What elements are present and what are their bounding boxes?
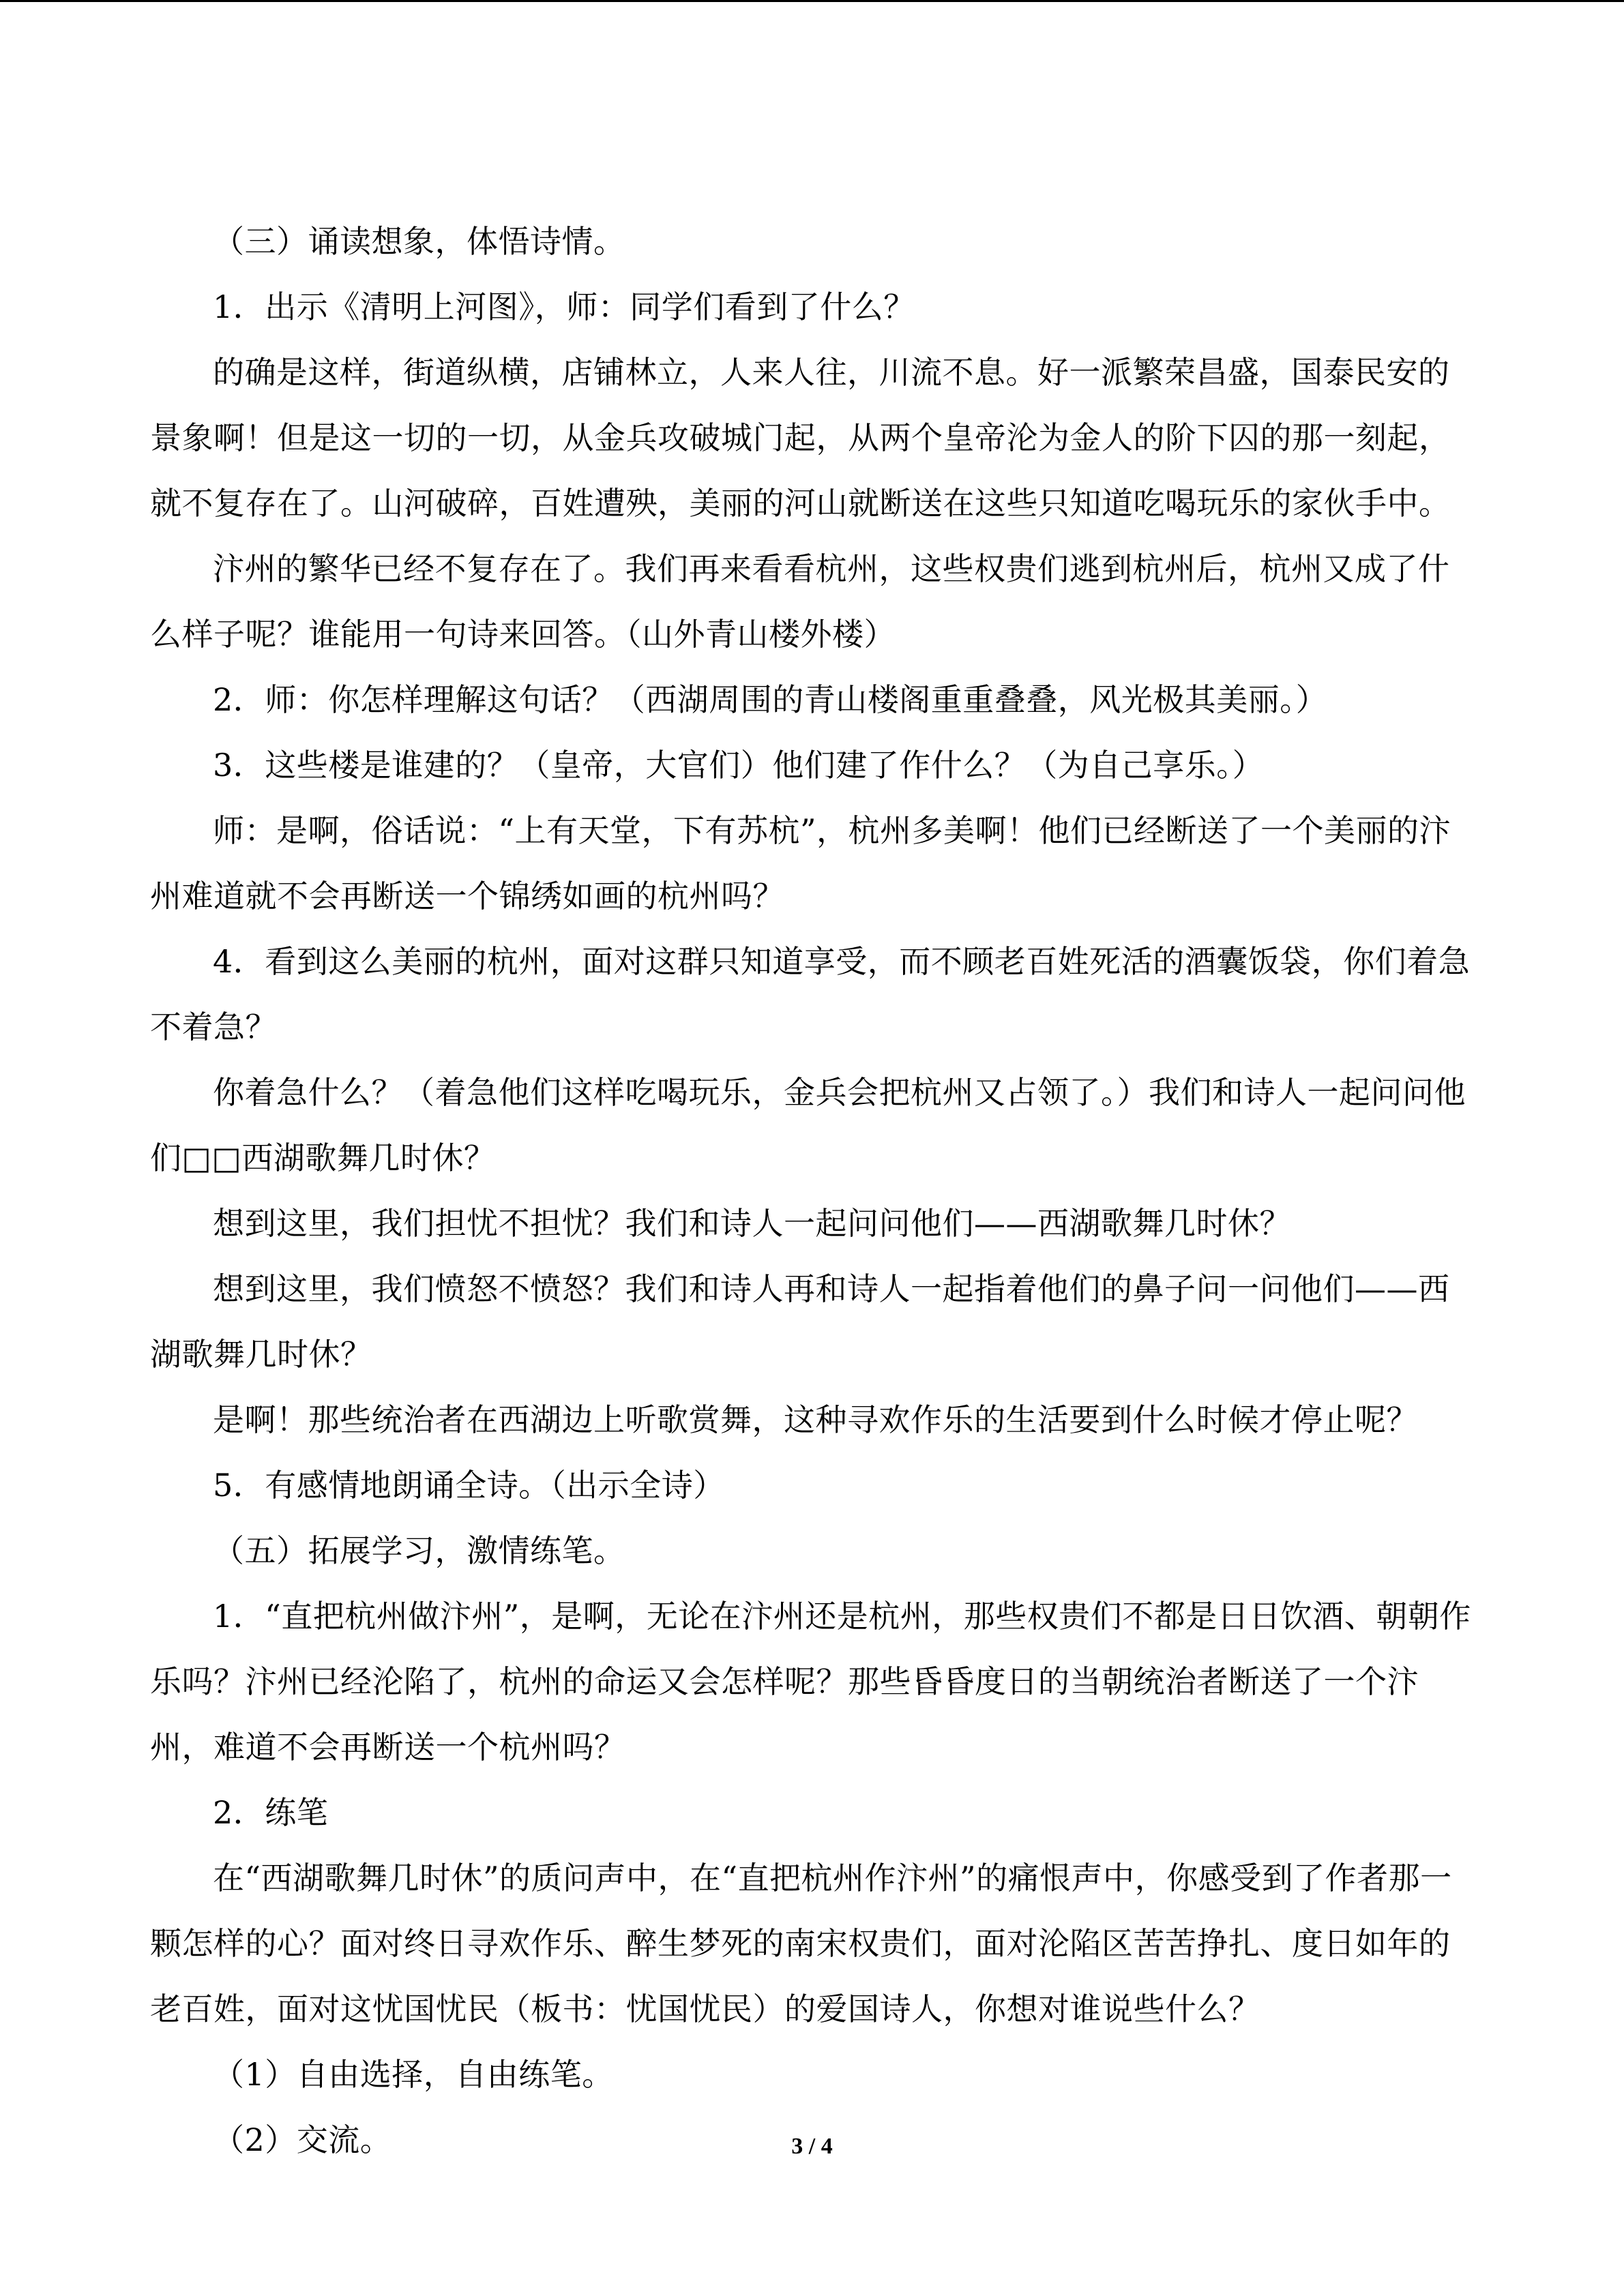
paragraph: 5．有感情地朗诵全诗。（出示全诗）: [213, 1467, 725, 1504]
paragraph: 1．“直把杭州做汴州”，是啊，无论在汴州还是杭州，那些权贵们不都是日日饮酒、朝朝作乐吗？汴州已经沦陷了，杭州的命运又会怎样呢？那些昏昏度日的当朝统治者断送了一个汴州，难道不会再断送一个杭州吗？: [150, 1598, 1471, 1765]
paragraph: 4．看到这么美丽的杭州，面对这群只知道享受，而不顾老百姓死活的酒囊饭袋，你们着急不着急？: [150, 943, 1471, 1045]
paragraph: 你着急什么？（着急他们这样吃喝玩乐，金兵会把杭州又占领了。）我们和诗人一起问问他们□□西湖歌舞几时休？: [150, 1074, 1466, 1176]
paragraph: （2）交流。: [213, 2121, 392, 2158]
document-body: [150, 209, 1473, 2173]
paragraph: 想到这里，我们担忧不担忧？我们和诗人一起问问他们——西湖歌舞几时休？: [213, 1205, 1291, 1242]
paragraph: 2．师：你怎样理解这句话？（西湖周围的青山楼阁重重叠叠，风光极其美丽。）: [213, 681, 1328, 718]
paragraph: （1）自由选择，自由练笔。: [213, 2056, 614, 2093]
paragraph: 的确是这样，街道纵横，店铺林立，人来人往，川流不息。好一派繁荣昌盛，国泰民安的景象啊！但是这一切的一切，从金兵攻破城门起，从两个皇帝沦为金人的阶下囚的那一刻起，就不复存在了。山河破碎，百姓遭殃，美丽的河山就断送在这些只知道吃喝玩乐的家伙手中。: [150, 354, 1451, 522]
paragraph: 在“西湖歌舞几时休”的质问声中，在“直把杭州作汴州”的痛恨声中，你感受到了作者那一颗怎样的心？面对终日寻欢作乐、醉生梦死的南宋权贵们，面对沦陷区苦苦挣扎、度日如年的老百姓，面对这忧国忧民（板书：忧国忧民）的爱国诗人，你想对谁说些什么？: [150, 1860, 1452, 2027]
paragraph: 汴州的繁华已经不复存在了。我们再来看看杭州，这些权贵们逃到杭州后，杭州又成了什么样子呢？谁能用一句诗来回答。（山外青山楼外楼）: [150, 550, 1450, 653]
paragraph: 师：是啊，俗话说：“上有天堂，下有苏杭”，杭州多美啊！他们已经断送了一个美丽的汴州难道就不会再断送一个锦绣如画的杭州吗？: [150, 812, 1451, 914]
section-heading-3: （三）诵读想象，体悟诗情。: [213, 223, 625, 260]
top-border-line: [0, 0, 1624, 2]
paragraph: 3．这些楼是谁建的？（皇帝，大官们）他们建了作什么？（为自己享乐。）: [213, 747, 1265, 784]
paragraph: 是啊！那些统治者在西湖边上听歌赏舞，这种寻欢作乐的生活要到什么时候才停止呢？: [213, 1401, 1418, 1438]
paragraph: 2．练笔: [213, 1794, 329, 1831]
page-number: 3 / 4: [791, 2134, 833, 2159]
section-heading-5: （五）拓展学习，激情练笔。: [213, 1532, 625, 1569]
paragraph: 1．出示《清明上河图》，师：同学们看到了什么？: [213, 288, 915, 325]
paragraph: 想到这里，我们愤怒不愤怒？我们和诗人再和诗人一起指着他们的鼻子问一问他们——西湖歌舞几时休？: [150, 1270, 1450, 1373]
